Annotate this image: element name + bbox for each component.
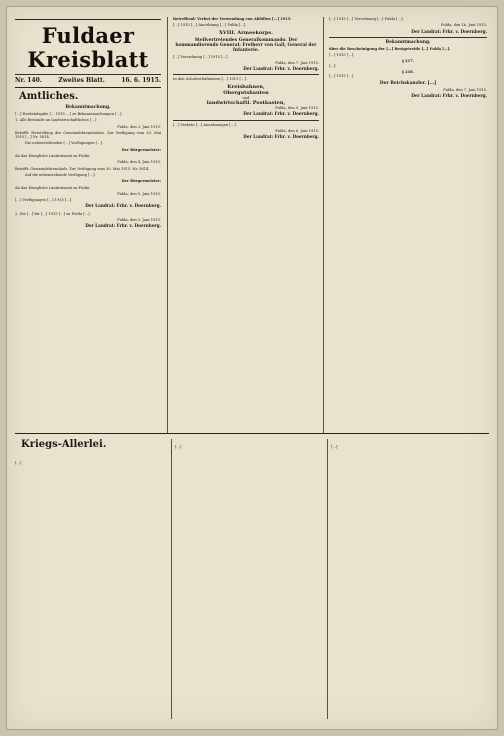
masthead-title: Fuldaer Kreisblatt (27, 23, 149, 72)
column-1 (15, 17, 161, 232)
notice-text: […] Verbote […] Anordnungen […]. (173, 122, 237, 127)
article-text: […] (175, 444, 182, 449)
addressee: An das Königliche Landratsamt zu Fulda. (15, 185, 91, 190)
notice-text: […]. (329, 63, 337, 68)
signature: Der Landrat: Frhr. v. Doernberg. (411, 28, 487, 34)
column-2 (173, 17, 319, 143)
notice-date: Fulda, den 9. Juni 1915. (275, 106, 319, 111)
signature: Der Landrat: Frhr. v. Doernberg. (85, 203, 161, 209)
notice-date: Fulda, den 5. Juni 1915. (117, 218, 161, 223)
notice-heading: Der Reichskanzler. […] (379, 80, 437, 86)
addressee: An das Königliche Landratsamt zu Fulda. (15, 154, 91, 159)
notice-heading: Bekanntmachung. (385, 39, 431, 45)
sheet-label: Zweites Blatt. (58, 77, 105, 84)
section-divider (15, 433, 489, 434)
notice-date: Fulda, den 3. Juni 1915. (117, 124, 161, 129)
masthead-meta (15, 77, 161, 85)
notice-text: […] 1915 […]. (329, 53, 355, 58)
column-rule (323, 17, 324, 433)
notice-date: Fulda, den 6. Juni 1915. (275, 128, 319, 133)
notice-text: […] 1915 […]. (329, 74, 355, 79)
notice-heading: Bekanntmachung. (65, 105, 111, 110)
signature: Der Landrat: Frhr. v. Doernberg. (411, 92, 487, 98)
notice-text: […] 1915 […] Verordnung […] Fulda […]. (329, 17, 404, 21)
notice-text: […] Herbstabgabe [… 1915 …] zu Bekanntmachungen […]. (15, 112, 123, 116)
notice-subject: Betrifft: Gemeindebrennholz. Zur Verfügung vom 30. Mai 1915. Nr. 5814. (15, 166, 150, 171)
paragraph-number: § 218. (402, 70, 414, 75)
notice-text: Auf die nebenstehende Verfügung […]. (25, 172, 96, 177)
list-item: Kreisbahnen, (227, 83, 265, 90)
notice-text: Die nebenstehenden […] Verfügungen […]. (25, 141, 104, 146)
list-item: und (242, 95, 250, 100)
notice-heading: Betreffend: Verbot der Verwendung von Abfällen […] 1915. (173, 17, 292, 21)
issue-date: 16. 6. 1915. (121, 77, 161, 84)
article-column (175, 441, 321, 452)
column-rule (171, 439, 172, 719)
column-rule (327, 439, 328, 719)
article-column (15, 457, 167, 468)
notice-text: […] Verfügungen […] 1915 […]. (15, 198, 73, 203)
notice-heading: über die Bescheinigung der […] Brotgetreide […] Fulda […]. (329, 46, 451, 51)
notice-heading: XVIII. Armeekorps. (219, 29, 273, 36)
notice-date: Fulda, den 5. Juni 1915. (117, 191, 161, 196)
section-title: Kriegs-Allerlei. (21, 439, 107, 450)
notice-date: Fulda, den 16. Juni 1915. (440, 23, 487, 28)
notice-text: […] Verordnung […] 1915 […]. (173, 54, 229, 59)
column-rule (167, 17, 168, 433)
notice-heading: Stellvertretendes Generalkommando. Der kommandierende General: Freiherr von Gall, General der Infanterie. (175, 37, 317, 53)
signature: Der Landrat: Frhr. v. Doernberg. (85, 223, 161, 229)
notice-text: 1. Alle Bestände an landwirtschaftlichen […] (15, 118, 97, 123)
list-item: Obergutsbauten (223, 89, 269, 96)
signature: Der Landrat: Frhr. v. Doernberg. (243, 66, 319, 72)
list-item: landwirtschaftl. Postkasten, (206, 100, 286, 107)
signature: Der Bürgermeister: (121, 147, 161, 152)
notice-subject: Betrifft: Herstellung des Gemeindebrennholzes. Zur Verfügung vom 30. Mai 1915 […] Nr. 5814. (15, 130, 161, 140)
signature: Der Landrat: Frhr. v. Doernberg. (243, 134, 319, 140)
notice-date: Fulda, den 4. Juni 1915. (117, 160, 161, 165)
notice-text: 2. Die […] für […] 1915 […] zu Fulda […]. (15, 211, 91, 216)
notice-date: Fulda, den 7. Juni 1915. (443, 87, 487, 92)
paragraph-number: § 217. (402, 59, 414, 64)
signature: Der Bürgermeister: (121, 179, 161, 184)
article-column (331, 441, 487, 452)
notice-text: In den Schulverhältnissen […] 1915 […]. (173, 77, 248, 82)
notice-text: […] 1915 […] Anordnung […] Fulda […]. (173, 23, 247, 28)
issue-number: Nr. 140. (15, 77, 42, 84)
article-text: […] (331, 444, 338, 449)
signature: Der Landrat: Frhr. v. Doernberg. (243, 111, 319, 117)
section-title: Amtliches. (19, 91, 79, 102)
article-text: […] (15, 460, 22, 465)
newspaper-page (6, 6, 498, 730)
notice-date: Fulda, den 7. Juni 1915. (275, 60, 319, 65)
column-3 (329, 17, 487, 101)
